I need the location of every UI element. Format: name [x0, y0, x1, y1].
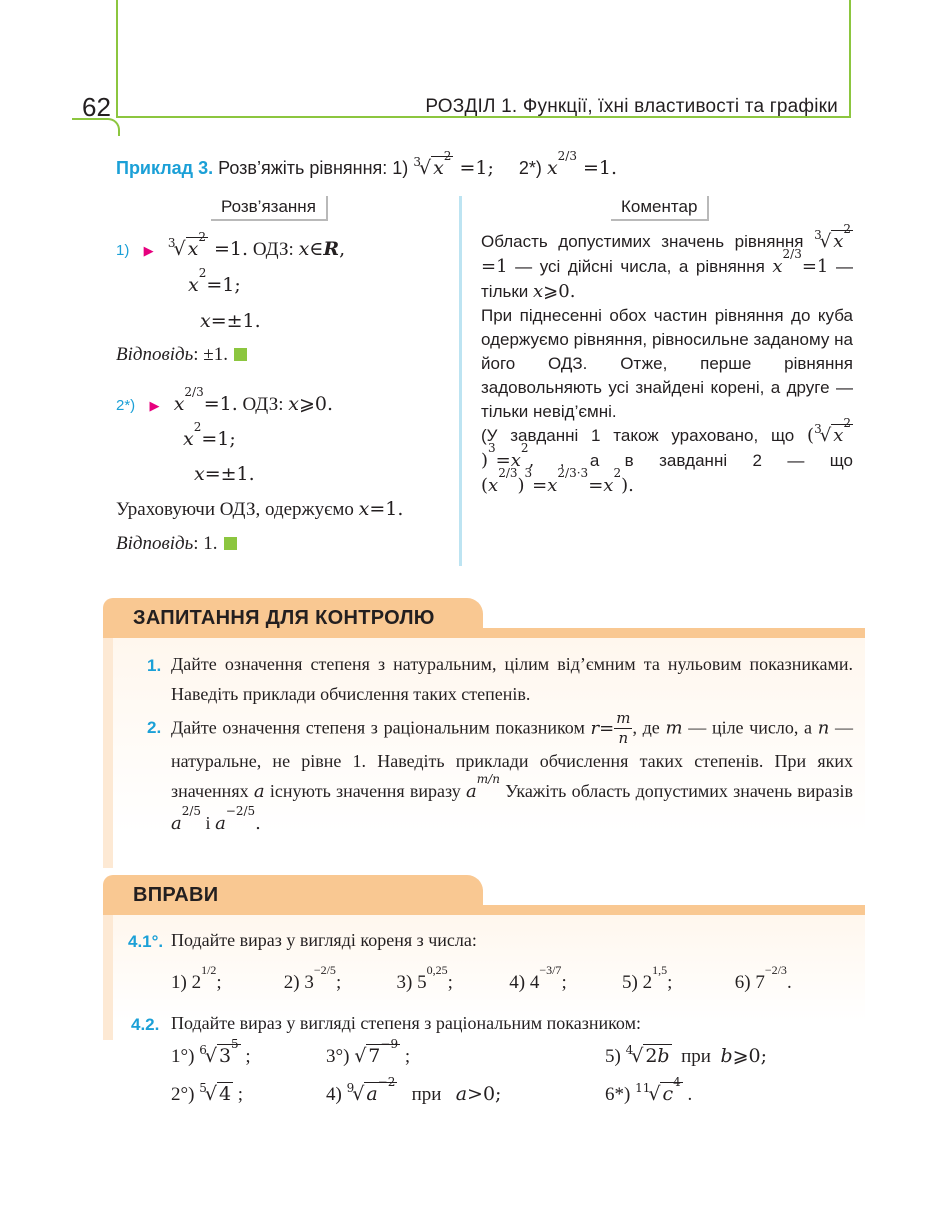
- example-part2-label: 2*): [518, 158, 542, 178]
- solution-step2-line1: 2*) ▶ $x^{2/3}=1$. ОДЗ: x⩾0.: [116, 385, 334, 415]
- control-section-title: ЗАПИТАННЯ ДЛЯ КОНТРОЛЮ: [133, 607, 435, 629]
- exercise-4-1-number: 4.1°.: [128, 932, 164, 951]
- question-2-text: Дайте означення степеня з раціональним показником r= $\frac{m}{n}$ , де m — ціле число, а n — натуральне, не рівне 1. Наведіть приклади обчислення таких степенів. При яких значеннях a існують значення виразу $a^{m/n}$ Укажіть область допустимих значень виразів $a^{2/5}$ і $a^{-2/5}$.: [171, 709, 854, 834]
- exercise-4-2-item-5: 5) $^4$√ 2b при b⩾0;: [605, 1043, 768, 1067]
- exercise-4-1-text: Подайте вираз у вигляді кореня з числа:: [171, 930, 477, 950]
- comment-p2: При піднесенні обох частин рівняння до куба одержуємо рівняння, рівносильне заданому на його ОДЗ. Отже, перше рівняння задовольняють усі знайдені корені, а друге — тільки невід’ємні.: [481, 306, 853, 421]
- solution-answer1: [116, 344, 247, 366]
- equation-1: $^3$√ $x^2 =1$;: [413, 149, 494, 179]
- exercises-section-title: ВПРАВИ: [133, 884, 219, 906]
- running-head: РОЗДІЛ 1. Функції, їхні властивості та графіки: [425, 96, 838, 117]
- exercise-4-2-item-1: 1°) $^6$√ $3^5$ ;: [171, 1037, 251, 1067]
- answer1-value: : ±1.: [193, 344, 228, 365]
- exercise-4-2-item-3: 3°) √ $7^{-9}$ ;: [326, 1037, 411, 1067]
- exercise-4-2-number: 4.2.: [131, 1015, 160, 1034]
- exercise-4-2-item-2: 2°) $^5$√ 4 ;: [171, 1081, 244, 1105]
- solution-step1-line2: $x^2=1$;: [188, 266, 241, 296]
- triangle-marker-icon: ▶: [143, 243, 154, 258]
- header-frame-right: [849, 0, 851, 118]
- example-title: [116, 149, 618, 179]
- step1-label: 1): [116, 242, 130, 259]
- end-square-icon: [234, 348, 247, 361]
- answer2-value: : 1.: [193, 533, 218, 554]
- exercises-section-header: [103, 875, 865, 915]
- odz-word-2: ОДЗ:: [242, 394, 284, 415]
- solution-step2-line3: x=±1.: [194, 463, 255, 485]
- comment-text: [481, 222, 853, 499]
- comment-tab: Коментар: [611, 196, 709, 221]
- example-label: Приклад 3.: [116, 158, 214, 178]
- triangle-marker-icon: ▶: [149, 398, 160, 413]
- question-2-number: 2.: [147, 718, 162, 737]
- solution-answer2: [116, 533, 237, 555]
- column-divider: [459, 196, 462, 566]
- solution-considering: Ураховуючи ОДЗ, одержуємо x=1.: [116, 498, 404, 520]
- solution-step1-line1: 1) ▶ $^3$√ $x^2 =1$. ОДЗ: x∈R,: [116, 230, 346, 260]
- header-frame-left: [116, 0, 118, 118]
- comment-p1: Область допустимих значень рівняння $^3$√ $x^2 =1$ — усі дійсні числа, а рівняння $x^{2/3}=1$ — тільки x⩾0.: [481, 222, 853, 302]
- answer-word-2: Відповідь: [116, 533, 194, 554]
- exercise-4-2-item-6: 6*) $^{11}$√ $c^4$ .: [605, 1075, 693, 1105]
- exercise-4-2-text: Подайте вираз у вигляді степеня з раціональним показником:: [171, 1013, 641, 1033]
- question-1-text: Дайте означення степеня з натуральним, цілим від’ємним та нульовим показниками. Наведіть приклади обчислення таких степенів.: [171, 654, 853, 704]
- end-square-icon: [224, 537, 237, 550]
- solution-tab: Розв’язання: [211, 196, 328, 221]
- odz-word: ОДЗ:: [252, 239, 294, 260]
- page-number: 62: [82, 92, 111, 122]
- solution-step1-line3: x=±1.: [200, 310, 261, 332]
- comment-p3: (У завданні 1 також ураховано, що ($^3$√ $x^2)^3=x^2$, , а в завданні 2 — що $(x^{2/3})^3=x^{2/3\cdot 3}=x^2$).: [481, 416, 853, 496]
- solution-step2-line2: $x^2=1$;: [183, 420, 236, 450]
- equation-2: $x^{2/3} =1$.: [546, 149, 618, 179]
- question-1-number: 1.: [147, 656, 162, 675]
- step2-label: 2*): [116, 397, 136, 414]
- control-section-header: [103, 598, 865, 638]
- exercise-4-1-items: 1) $2^{1/2}$; 2) $3^{-2/5}$; 3) 5$^{0,25}$; 4) $4^{-3/7}$; 5) 2$^{1,5}$; 6) $7^{-2/3}$.: [171, 963, 792, 993]
- considering-text: Ураховуючи ОДЗ, одержуємо: [116, 499, 354, 520]
- answer-word-1: Відповідь: [116, 344, 194, 365]
- exercise-4-2-item-4: 4) $^9$√ $a^{-2}$ при a>0;: [326, 1075, 502, 1105]
- example-task: Розв’яжіть рівняння: 1): [218, 158, 409, 178]
